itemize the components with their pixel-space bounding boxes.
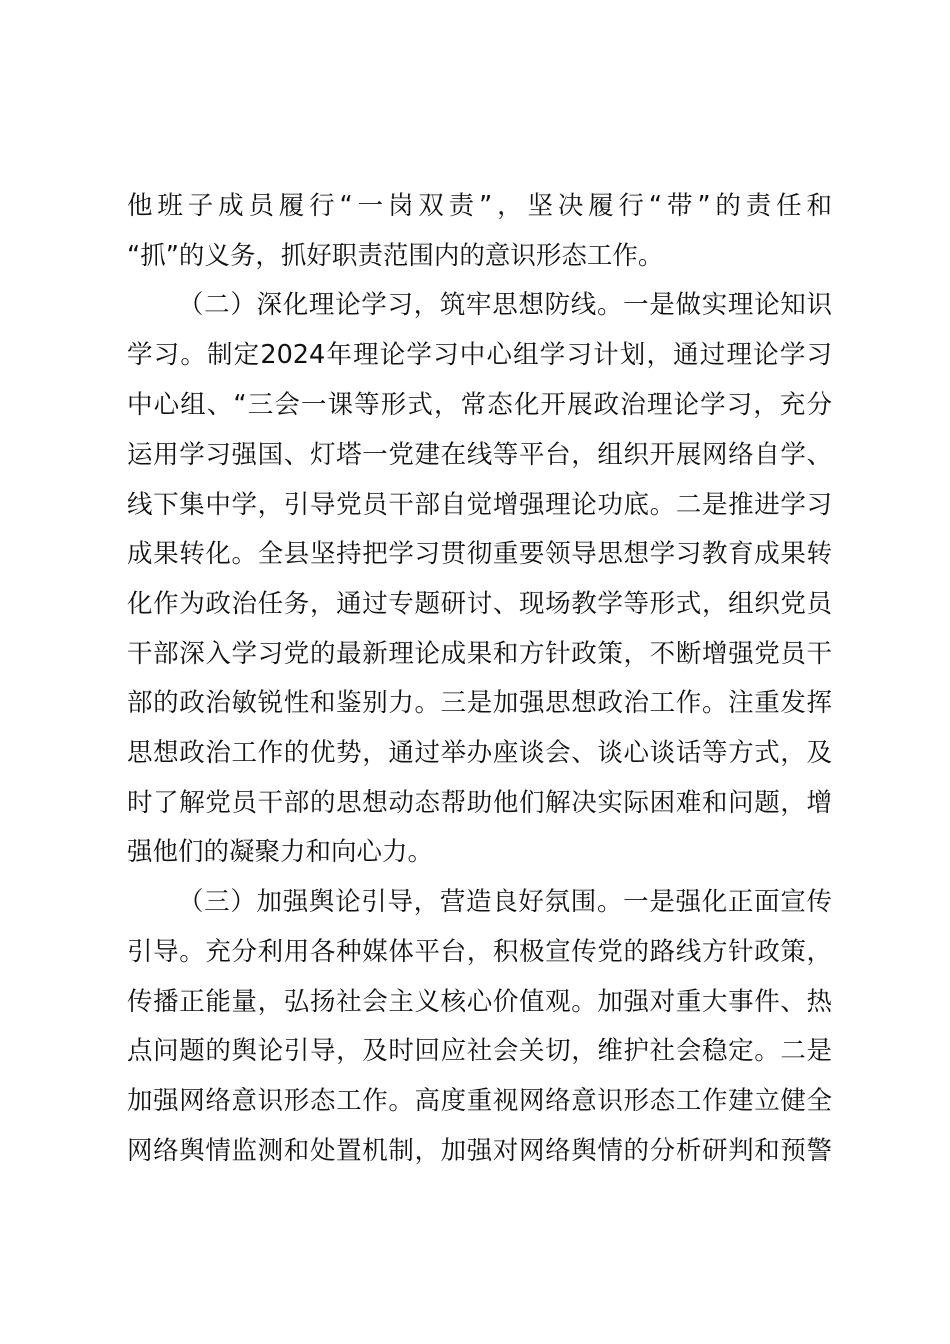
text-line: 线下集中学，引导党员干部自觉增强理论功底。二是推进学习: [127, 490, 832, 520]
section-heading-line: （二）深化理论学习，筑牢思想防线。一是做实理论知识: [178, 290, 832, 320]
text-line: 加强网络意识形态工作。高度重视网络意识形态工作建立健全: [127, 1086, 832, 1116]
text-line: 学习。制定2024年理论学习中心组学习计划，通过理论学习: [127, 340, 832, 370]
text-line: 引导。充分利用各种媒体平台，积极宣传党的路线方针政策，: [127, 937, 832, 967]
text-line: 干部深入学习党的最新理论成果和方针政策，不断增强党员干: [127, 639, 832, 669]
text-line: 思想政治工作的优势，通过举办座谈会、谈心谈话等方式，及: [127, 738, 832, 768]
text-line: 点问题的舆论引导，及时回应社会关切，维护社会稳定。二是: [127, 1036, 832, 1066]
text-line: “抓”的义务，抓好职责范围内的意识形态工作。: [127, 241, 664, 271]
text-line: 他班子成员履行“一岗双责”，坚决履行“带”的责任和: [127, 191, 832, 221]
text-line: 部的政治敏锐性和鉴别力。三是加强思想政治工作。注重发挥: [127, 688, 832, 718]
text-line: 传播正能量，弘扬社会主义核心价值观。加强对重大事件、热: [127, 987, 832, 1017]
text-line: 时了解党员干部的思想动态帮助他们解决实际困难和问题，增: [127, 788, 832, 818]
text-line: 化作为政治任务，通过专题研讨、现场教学等形式，组织党员: [127, 589, 832, 619]
text-line: 强他们的凝聚力和向心力。: [127, 837, 434, 867]
text-line: 成果转化。全县坚持把学习贯彻重要领导思想学习教育成果转: [127, 539, 832, 569]
section-heading-line: （三）加强舆论引导，营造良好氛围。一是强化正面宣传: [178, 887, 832, 917]
text-line: 网络舆情监测和处置机制，加强对网络舆情的分析研判和预警: [127, 1136, 832, 1166]
text-line: 中心组、“三会一课等形式，常态化开展政治理论学习，充分: [127, 390, 832, 420]
text-line: 运用学习强国、灯塔一党建在线等平台，组织开展网络自学、: [127, 440, 832, 470]
